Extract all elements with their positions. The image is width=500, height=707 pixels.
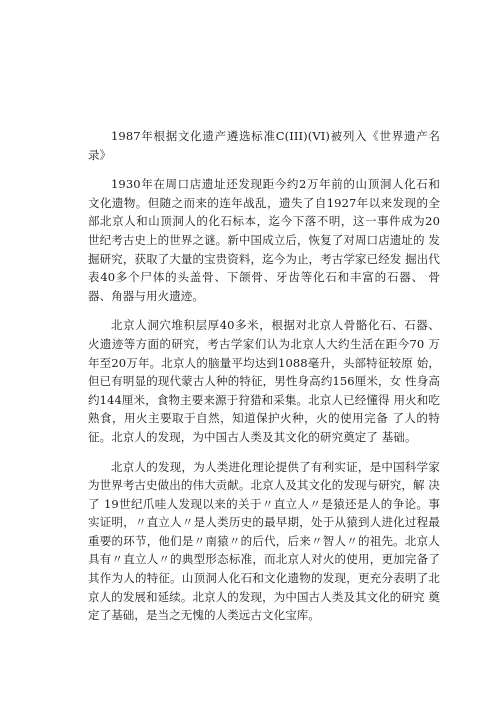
paragraph-peking-man-research: 北京人洞穴堆积层厚40多米，根据对北京人骨骼化石、石器、 火遗迹等方面的研究，考古学家们认为北京人大约生活在距今70 万年至20万年。北京人的脑量平均达到1088毫升，头部特征较原 始，但已有明显的现代蒙古人种的特征，男性身高约156厘米，女 性身高约144厘米，食物主要来源于狩猎和采集。北京人已经懂得 用火和吃熟食，用火主要取于自然，知道保护火种，火的使用完备 了人的特征。北京人的发现，为中国古人类及其文化的研究奠定了 基础。 xyxy=(88,318,440,444)
paragraph-heritage-listing: 1987年根据文化遗产遴选标准C(III)(VI)被列入《世界遗产名 录》 xyxy=(88,129,440,162)
paragraph-upper-cave-discovery: 1930年在周口店遗址还发现距今约2万年前的山顶洞人化石和 文化遗物。但随之而来的连年战乱，遗失了自1927年以来发现的全 部北京人和山顶洞人的化石标本，迄今下落不明，这一事件成为20 世纪考古史上的世界之谜。新中国成立后，恢复了对周口店遗址的 发掘研究，获取了大量的宝贵资料，迄今为止，考古学家已经发 掘出代表40多个尸体的头盖骨、下颌骨、牙齿等化石和丰富的石器、 骨器、角器与用火遗迹。 xyxy=(88,177,440,303)
paragraph-peking-man-significance: 北京人的发现，为人类进化理论提供了有利实证，是中国科学家为世界考古史做出的伟大贡献。北京人及其文化的发现与研究，解 决了 19世纪爪哇人发现以来的关于〃直立人〃是猿还是人的争论。事 实证明，〃直立人〃是人类历史的最早期，处于从猿到人进化过程最 重要的环节，他们是〃南猿〃的后代，后来〃智人〃的祖先。北京人具有〃直立人〃的典型形态标准，而北京人对火的使用，更加完备了其作为人的特征。山顶洞人化石和文化遗物的发现，更充分表明了北 京人的发展和延续。北京人的发现，为中国古人类及其文化的研究 奠定了基础，是当之无愧的人类远古文化宝库。 xyxy=(88,459,440,623)
document-body xyxy=(88,127,440,636)
